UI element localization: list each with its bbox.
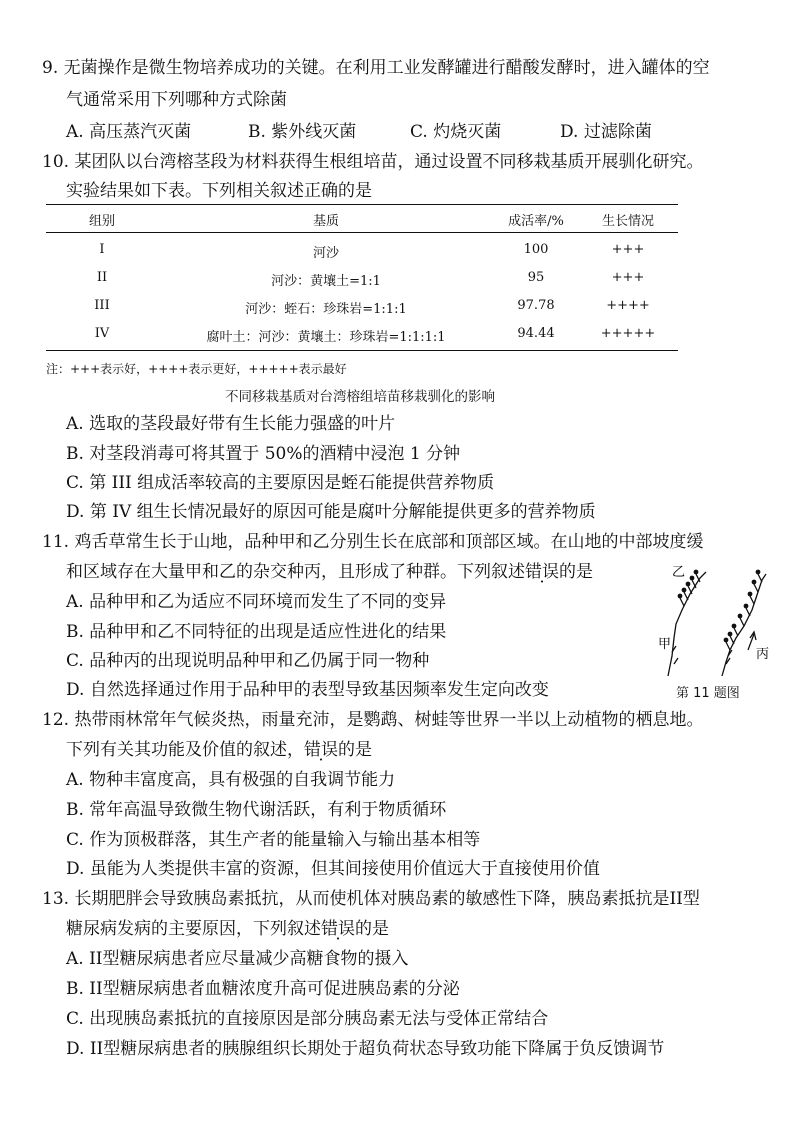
table-header-substrate: 基质 [312, 214, 339, 229]
right-plant-stems [726, 574, 762, 650]
q13-stem-line2-a: 糖尿病发病的主要原因，下列叙述 [66, 919, 321, 939]
table-row-3-growth: ++++ [606, 298, 650, 313]
q10-stem-line1: 10. 某团队以台湾榕茎段为材料获得生根组培苗，通过设置不同移栽基质开展驯化研究。 [42, 152, 704, 172]
table-header-growth: 生长情况 [601, 214, 654, 229]
q13-emphasis-wrong: 错误 [321, 919, 355, 939]
q9-option-d: D. 过滤除菌 [560, 122, 652, 142]
q11-option-b: B. 品种甲和乙不同特征的出现是适应性进化的结果 [66, 622, 447, 642]
q10-option-d: D. 第 IV 组生长情况最好的原因可能是腐叶分解能提供更多的营养物质 [66, 502, 596, 522]
q9-stem-line2: 气通常采用下列哪种方式除菌 [66, 90, 287, 110]
q11-stem-line2 [66, 558, 593, 586]
q13-option-c: C. 出现胰岛素抵抗的直接原因是部分胰岛素无法与受体正常结合 [66, 1009, 549, 1029]
left-slope-line [668, 572, 706, 676]
q12-option-b: B. 常年高温导致微生物代谢活跃，有利于物质循环 [66, 800, 447, 820]
q12-emphasis-wrong: 错误 [304, 740, 338, 760]
q9-option-b: B. 紫外线灭菌 [248, 122, 357, 142]
table-row-1-survival: 100 [523, 242, 549, 257]
figure-label-bing: 丙 [756, 647, 770, 662]
q10-option-b: B. 对茎段消毒可将其置于 50%的酒精中浸泡 1 分钟 [66, 444, 461, 464]
q11-stem-line1: 11. 鸡舌草常生长于山地，品种甲和乙分别生长在底部和顶部区域。在山地的中部坡度缓 [42, 532, 704, 552]
table-header-group: 组别 [88, 214, 115, 229]
q13-stem-line2 [66, 915, 389, 943]
table-bottom-rule [46, 350, 678, 351]
bottom-plant-stems [672, 646, 732, 664]
q10-option-c: C. 第 III 组成活率较高的主要原因是蛭石能提供营养物质 [66, 473, 495, 493]
table-row-4-growth: +++++ [600, 326, 656, 341]
table-row-1-group: I [99, 242, 105, 257]
q11-stem-line2-c: 的是 [559, 562, 593, 582]
q11-option-c: C. 品种丙的出现说明品种甲和乙仍属于同一物种 [66, 651, 430, 671]
q11-figure-caption: 第 11 题图 [676, 686, 740, 701]
table-row-3-survival: 97.78 [517, 298, 555, 313]
q10-stem-line2: 实验结果如下表。下列相关叙述正确的是 [66, 181, 372, 201]
table-row-1-growth: +++ [611, 242, 645, 257]
q12-option-d: D. 虽能为人类提供丰富的资源，但其间接使用价值远大于直接使用价值 [66, 859, 600, 879]
q13-stem-line2-c: 的是 [355, 919, 389, 939]
table-row-3-substrate: 河沙：蛭石：珍珠岩=1:1:1 [245, 302, 407, 317]
q10-option-a: A. 选取的茎段最好带有生长能力强盛的叶片 [66, 414, 396, 434]
table-row-2-group: II [96, 270, 108, 285]
q9-option-a: A. 高压蒸汽灭菌 [66, 122, 192, 142]
q9-option-c: C. 灼烧灭菌 [410, 122, 502, 142]
q13-stem-line1: 13. 长期肥胖会导致胰岛素抵抗，从而使机体对胰岛素的敏感性下降，胰岛素抵抗是II型 [42, 889, 700, 909]
table-row-2-growth: +++ [611, 270, 645, 285]
q12-stem-line2-c: 的是 [338, 740, 372, 760]
table-row-4-group: IV [94, 326, 110, 341]
q12-option-c: C. 作为顶极群落，其生产者的能量输入与输出基本相等 [66, 830, 481, 850]
table-row-2-substrate: 河沙：黄壤土=1:1 [271, 274, 381, 289]
q11-emphasis-wrong: 错误 [525, 562, 559, 582]
figure-label-yi: 乙 [672, 565, 686, 580]
q12-stem-line2 [66, 736, 372, 764]
q12-option-a: A. 物种丰富度高，具有极强的自我调节能力 [66, 770, 396, 790]
q13-option-a: A. II型糖尿病患者应尽量减少高糖食物的摄入 [66, 949, 409, 969]
q11-option-a: A. 品种甲和乙为适应不同环境而发生了不同的变异 [66, 592, 447, 612]
q12-stem-line2-a: 下列有关其功能及价值的叙述， [66, 740, 304, 760]
table-header-survival: 成活率/% [508, 214, 564, 229]
q13-option-d: D. II型糖尿病患者的胰腺组织长期处于超负荷状态导致功能下降属于负反馈调节 [66, 1039, 665, 1059]
figure-label-jia: 甲 [658, 637, 672, 652]
q13-option-b: B. II型糖尿病患者血糖浓度升高可促进胰岛素的分泌 [66, 979, 460, 999]
q10-table [46, 204, 678, 350]
table-header-rule [46, 232, 678, 233]
table-row-2-survival: 95 [527, 270, 545, 285]
table-row-1-substrate: 河沙 [312, 246, 339, 261]
table-top-rule [46, 204, 678, 205]
table-row-3-group: III [94, 298, 110, 313]
table-row-4-substrate: 腐叶土：河沙：黄壤土：珍珠岩=1:1:1:1 [206, 330, 446, 345]
q10-table-caption: 不同移栽基质对台湾榕组培苗移栽驯化的影响 [225, 389, 495, 405]
q12-stem-line1: 12. 热带雨林常年气候炎热，雨量充沛，是鹦鹉、树蛙等世界一半以上动植物的栖息地。 [42, 710, 704, 730]
table-row-4-survival: 94.44 [517, 326, 555, 341]
q9-stem-line1: 9. 无菌操作是微生物培养成功的关键。在利用工业发酵罐进行醋酸发酵时，进入罐体的空 [42, 58, 710, 78]
q11-option-d: D. 自然选择通过作用于品种甲的表型导致基因频率发生定向改变 [66, 680, 549, 700]
q10-table-note: 注：+++表示好，++++表示更好，+++++表示最好 [46, 362, 347, 376]
q11-stem-line2-a: 和区域存在大量甲和乙的杂交种丙，且形成了种群。下列叙述 [66, 562, 525, 582]
